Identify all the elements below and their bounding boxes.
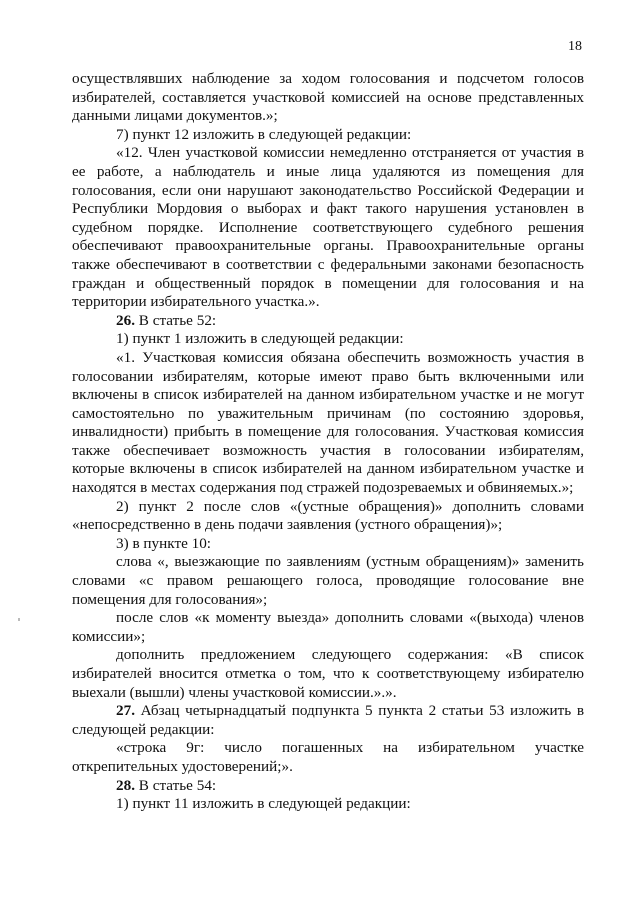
paragraph-line: 26. В статье 52: xyxy=(116,311,217,329)
paragraph-line: слова «, выезжающие по заявлениям (устным обращениям)» заменить xyxy=(116,553,584,571)
item-number: 26. xyxy=(116,311,135,329)
paragraph-p3 xyxy=(72,144,584,311)
paragraph-p5 xyxy=(72,330,584,349)
paragraph-line: дополнить предложением следующего содержания: «В список xyxy=(116,646,584,664)
paragraph-line: голосования, если они нарушают законодательство Российской Федерации и xyxy=(72,181,584,199)
paragraph-line: обеспечивают правоохранительные органы. Правоохранительные органы xyxy=(72,237,584,255)
paragraph-line: инвалидности) прибыть в помещение для голосования. Участковая комиссия xyxy=(72,423,584,441)
paragraph-p7 xyxy=(72,498,584,535)
paragraph-line: данными лицами документов.»; xyxy=(72,107,278,125)
paragraph-line: «1. Участковая комиссия обязана обеспечить возможность участия в xyxy=(116,348,584,366)
paragraph-p15 xyxy=(72,795,584,814)
paragraph-line: 3) в пункте 10: xyxy=(116,534,212,552)
paragraph-line: комиссии»; xyxy=(72,627,146,645)
paragraph-p2 xyxy=(72,126,584,145)
paragraph-line: которые включены в список избирателей на данном избирательном участке и xyxy=(72,460,584,478)
margin-mark xyxy=(18,618,20,621)
paragraph-line: «12. Член участковой комиссии немедленно отстраняется от участия в xyxy=(116,144,584,162)
paragraph-line: осуществлявших наблюдение за ходом голосования и подсчетом голосов xyxy=(72,70,584,87)
page-number: 18 xyxy=(568,39,582,54)
paragraph-line: 1) пункт 1 изложить в следующей редакции: xyxy=(116,330,404,348)
paragraph-line: выехали (вышли) члены участковой комиссии.».». xyxy=(72,683,397,701)
paragraph-line: находятся в местах содержания под стражей подозреваемых и обвиняемых.»; xyxy=(72,479,574,497)
paragraph-line: также обеспечивает возможность участия в голосовании избирателям, xyxy=(72,441,584,459)
paragraph-p1 xyxy=(72,70,584,126)
paragraph-line: голосовании избирателям, которые имеют право быть включенными или xyxy=(72,367,584,385)
paragraph-line: самостоятельно по уважительным причинам (по состоянию здоровья, xyxy=(72,404,584,422)
paragraph-line: «непосредственно в день подачи заявления (устного обращения)»; xyxy=(72,516,503,534)
paragraph-p13 xyxy=(72,739,584,776)
item-number: 27. xyxy=(116,702,135,720)
paragraph-p14 xyxy=(72,777,584,796)
paragraph-line: судебном порядке. Исполнение соответствующего судебного решения xyxy=(72,218,584,236)
paragraph-p6 xyxy=(72,349,584,498)
paragraph-line: 7) пункт 12 изложить в следующей редакции: xyxy=(116,125,412,143)
paragraph-line: граждан и общественный порядок в помещении для голосования и на xyxy=(72,274,584,292)
paragraph-line: включены в список избирателей на данном избирательном участке и не могут xyxy=(72,386,584,404)
paragraph-line: избирателей, составляется участковой комиссией на основе представленных xyxy=(72,88,584,106)
paragraph-p11 xyxy=(72,646,584,702)
paragraph-p12 xyxy=(72,702,584,739)
paragraph-line: также обеспечивают в соответствии с федеральными законами безопасность xyxy=(72,255,584,273)
document-body xyxy=(72,70,584,814)
paragraph-p9 xyxy=(72,553,584,609)
paragraph-p4 xyxy=(72,312,584,331)
paragraph-line: помещения для голосования»; xyxy=(72,590,268,608)
paragraph-line: после слов «к моменту выезда» дополнить словами «(выхода) членов xyxy=(116,609,584,627)
paragraph-line: следующей редакции: xyxy=(72,720,215,738)
paragraph-line: 27. Абзац четырнадцатый подпункта 5 пункта 2 статьи 53 изложить в xyxy=(116,702,584,720)
paragraph-line: «строка 9г: число погашенных на избирательном участке xyxy=(116,739,584,757)
paragraph-line: избирателей вносится отметка о том, что к соответствующему избирателю xyxy=(72,665,584,682)
paragraph-p8 xyxy=(72,535,584,554)
item-number: 28. xyxy=(116,776,135,794)
paragraph-line: 1) пункт 11 изложить в следующей редакции: xyxy=(116,795,411,813)
paragraph-line: территории избирательного участка.». xyxy=(72,293,320,311)
paragraph-line: Республики Мордовия о выборах и факт такого нарушения установлен в xyxy=(72,200,584,218)
paragraph-p10 xyxy=(72,609,584,646)
paragraph-line: 2) пункт 2 после слов «(устные обращения)» дополнить словами xyxy=(116,497,584,515)
paragraph-line: открепительных удостоверений;». xyxy=(72,757,293,775)
paragraph-line: словами «с правом решающего голоса, проводящие голосование вне xyxy=(72,572,584,590)
paragraph-line: ее работе, а наблюдатель и иные лица удаляются из помещения для xyxy=(72,162,584,180)
paragraph-line: 28. В статье 54: xyxy=(116,776,217,794)
